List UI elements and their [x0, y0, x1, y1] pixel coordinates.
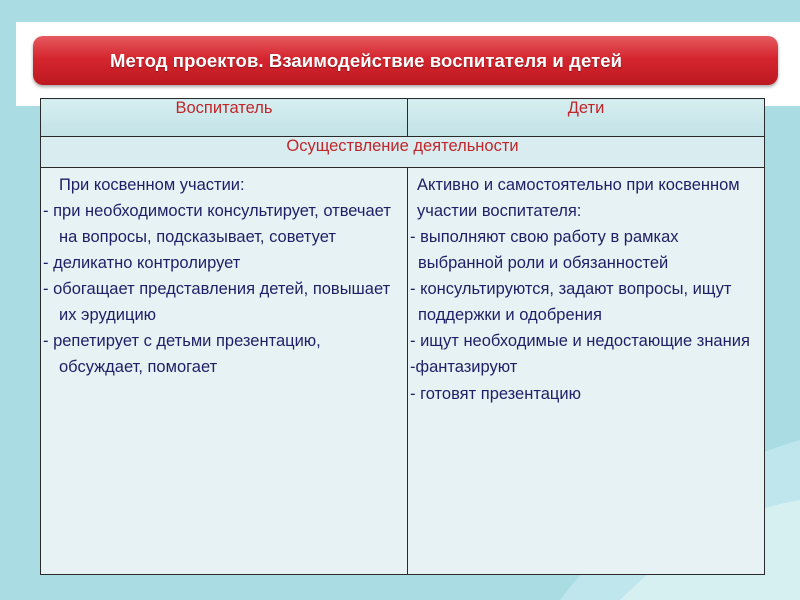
header-children: Дети [408, 99, 765, 137]
table-header-row [41, 99, 765, 137]
header-educator: Воспитатель [41, 99, 408, 137]
children-item: - консультируются, задают вопросы, ищут поддержки и одобрения [410, 280, 732, 325]
educator-item: - обогащает представления детей, повышает их эрудицию [43, 280, 391, 325]
subheader-activity: Осуществление деятельности [41, 137, 765, 168]
children-cell [408, 168, 765, 575]
table-subheader-row [41, 137, 765, 168]
children-item: - выполняют свою работу в рамках выбранной роли и обязанностей [410, 228, 679, 273]
children-item: -фантазируют [410, 358, 518, 377]
children-item: - ищут необходимые и недостающие знания [410, 332, 750, 351]
educator-item: - репетирует с детьми презентацию, обсуждает, помогает [43, 332, 321, 377]
children-intro: Активно и самостоятельно при косвенном участии воспитателя: [417, 176, 740, 221]
educator-cell [41, 168, 408, 575]
table-body-row [41, 168, 765, 575]
educator-intro: При косвенном участии: [59, 176, 245, 194]
comparison-table [40, 98, 765, 575]
children-item: - готовят презентацию [410, 384, 581, 403]
educator-item: - при необходимости консультирует, отвечает на вопросы, подсказывает, советует [43, 202, 391, 247]
slide-title: Метод проектов. Взаимодействие воспитателя и детей [110, 50, 623, 71]
educator-item: - деликатно контролирует [43, 254, 241, 273]
